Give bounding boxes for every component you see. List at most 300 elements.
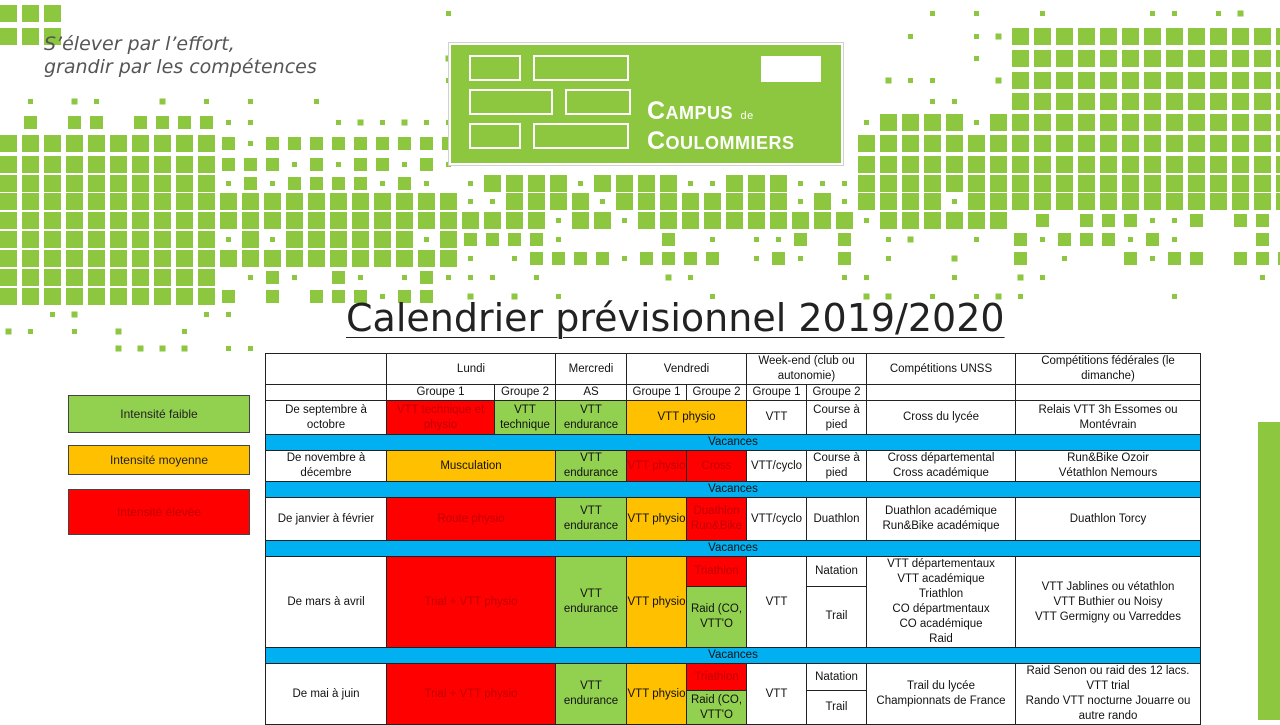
mosaic-square <box>132 288 149 305</box>
fed-cell: Relais VTT 3h Essomes ou Montévrain <box>1016 401 1201 435</box>
mosaic-dot <box>1128 237 1133 242</box>
header-federales: Compétitions fédérales (le dimanche) <box>1016 354 1201 385</box>
mosaic-square <box>550 175 567 192</box>
period-cell: De janvier à février <box>266 498 387 541</box>
subheader-lundi-groupe2: Groupe 2 <box>495 385 556 401</box>
mosaic-square <box>902 135 919 152</box>
mosaic-square <box>462 212 479 229</box>
mosaic-square <box>440 193 457 210</box>
mosaic-square <box>376 137 389 150</box>
mosaic-square <box>1254 50 1271 67</box>
mosaic-dot <box>776 237 781 242</box>
mosaic-dot <box>490 199 495 204</box>
mosaic-square <box>1166 175 1183 192</box>
mosaic-square <box>44 288 61 305</box>
mosaic-square <box>242 231 259 248</box>
mosaic-square <box>1122 156 1139 173</box>
mosaic-square <box>1100 175 1117 192</box>
header-unss: Compétitions UNSS <box>867 354 1016 385</box>
mosaic-square <box>880 175 897 192</box>
mosaic-square <box>22 212 39 229</box>
activity-cell: Cross <box>687 451 747 482</box>
mosaic-square <box>24 116 37 129</box>
mosaic-square <box>616 193 633 210</box>
mosaic-square <box>222 137 235 150</box>
mosaic-square <box>66 193 83 210</box>
mosaic-square <box>264 193 281 210</box>
mosaic-dot <box>864 275 869 280</box>
mosaic-square <box>310 290 323 303</box>
mosaic-square <box>88 250 105 267</box>
header-weekend: Week-end (club ou autonomie) <box>747 354 867 385</box>
mosaic-square <box>176 288 193 305</box>
mosaic-dot <box>1150 256 1155 261</box>
mosaic-square <box>330 250 347 267</box>
mosaic-square <box>266 158 279 171</box>
fed-line: VTT Buthier ou Noisy <box>1053 595 1163 608</box>
mosaic-square <box>1012 156 1029 173</box>
mosaic-square <box>132 250 149 267</box>
unss-line: Championnats de France <box>876 695 1006 707</box>
mosaic-square <box>418 250 435 267</box>
mosaic-square <box>200 116 213 129</box>
mosaic-square <box>1058 233 1071 246</box>
mosaic-square <box>660 175 677 192</box>
mosaic-square <box>662 233 675 246</box>
mosaic-square <box>68 116 81 129</box>
mosaic-square <box>1100 135 1117 152</box>
mosaic-square <box>1210 175 1227 192</box>
mosaic-square <box>22 175 39 192</box>
mosaic-dot <box>1062 256 1067 261</box>
mosaic-square <box>1210 28 1227 45</box>
mosaic-square <box>1122 93 1139 110</box>
mosaic-square <box>1166 156 1183 173</box>
mosaic-square <box>0 288 17 305</box>
mosaic-square <box>66 156 83 173</box>
mosaic-square <box>1166 28 1183 45</box>
mosaic-square <box>1254 175 1271 192</box>
activity-cell: Raid (CO, VTT'O <box>687 691 747 725</box>
mosaic-square <box>1078 193 1095 210</box>
mosaic-square <box>352 193 369 210</box>
mosaic-square <box>1078 135 1095 152</box>
logo-brick <box>469 89 553 115</box>
mosaic-square <box>88 193 105 210</box>
mosaic-square <box>572 212 589 229</box>
header-empty <box>266 354 387 385</box>
mosaic-square <box>990 212 1007 229</box>
mosaic-square <box>308 193 325 210</box>
mosaic-square <box>880 114 897 131</box>
mosaic-dot <box>380 181 385 186</box>
mosaic-square <box>1232 193 1249 210</box>
calendar-table <box>265 353 1201 725</box>
mosaic-square <box>1034 156 1051 173</box>
mosaic-dot <box>974 56 979 61</box>
fed-line: Run&Bike Ozoir <box>1067 452 1149 464</box>
mosaic-square <box>44 231 61 248</box>
mosaic-square <box>1122 193 1139 210</box>
mosaic-dot <box>798 181 803 186</box>
activity-cell: VTT/cyclo <box>747 498 807 541</box>
mosaic-square <box>22 193 39 210</box>
mosaic-square <box>638 175 655 192</box>
activity-cell: Natation <box>807 557 867 587</box>
mosaic-square <box>530 233 543 246</box>
mosaic-square <box>358 120 364 126</box>
mosaic-square <box>990 135 1007 152</box>
mosaic-square <box>308 250 325 267</box>
activity-cell: VTT endurance <box>556 451 627 482</box>
subheader-vendredi-groupe2: Groupe 2 <box>687 385 747 401</box>
mosaic-dot <box>974 34 979 39</box>
mosaic-square <box>220 212 237 229</box>
mosaic-square <box>264 212 281 229</box>
mosaic-square <box>990 175 1007 192</box>
mosaic-square <box>770 193 787 210</box>
mosaic-square <box>902 175 919 192</box>
logo-brick <box>533 123 629 149</box>
mosaic-dot <box>380 120 385 125</box>
motto <box>44 33 317 79</box>
mosaic-square <box>1144 175 1161 192</box>
unss-cell <box>867 451 1016 482</box>
mosaic-square <box>22 250 39 267</box>
motto-line-2: grandir par les compétences <box>44 56 317 78</box>
period-cell: De mai à juin <box>266 664 387 725</box>
mosaic-dot <box>556 237 561 242</box>
mosaic-square <box>88 288 105 305</box>
activity-cell: Duathlon <box>807 498 867 541</box>
mosaic-square <box>1188 193 1205 210</box>
mosaic-square <box>44 156 61 173</box>
mosaic-square <box>1234 214 1247 227</box>
mosaic-dot <box>798 199 803 204</box>
mosaic-square <box>772 252 785 265</box>
mosaic-square <box>0 5 17 22</box>
logo-brick <box>469 55 521 81</box>
mosaic-square <box>1122 72 1139 89</box>
mosaic-square <box>1124 252 1137 265</box>
mosaic-dot <box>710 237 715 242</box>
mosaic-square <box>1078 72 1095 89</box>
mosaic-square <box>684 252 697 265</box>
mosaic-square <box>1124 214 1137 227</box>
mosaic-square <box>924 175 941 192</box>
mosaic-square <box>1100 93 1117 110</box>
mosaic-square <box>792 212 809 229</box>
mosaic-square <box>1144 135 1161 152</box>
mosaic-square <box>440 231 457 248</box>
mosaic-square <box>726 193 743 210</box>
mosaic-dot <box>798 256 803 261</box>
fed-cell <box>1016 664 1201 725</box>
mosaic-square <box>374 231 391 248</box>
unss-line: Cross départemental <box>887 452 995 464</box>
mosaic-square <box>1014 252 1027 265</box>
mosaic-square <box>1018 275 1024 281</box>
mosaic-square <box>398 177 411 190</box>
mosaic-square <box>154 288 171 305</box>
mosaic-dot <box>1040 237 1045 242</box>
mosaic-dot <box>468 199 473 204</box>
mosaic-dot <box>490 275 495 280</box>
subheader-mercredi-as: AS <box>556 385 627 401</box>
mosaic-square <box>330 231 347 248</box>
mosaic-square <box>286 250 303 267</box>
mosaic-dot <box>226 312 231 317</box>
mosaic-square <box>154 250 171 267</box>
mosaic-dot <box>952 99 957 104</box>
mosaic-dot <box>600 199 605 204</box>
mosaic-square <box>1100 193 1117 210</box>
mosaic-square <box>0 28 17 45</box>
mosaic-square <box>176 175 193 192</box>
mosaic-square <box>1122 175 1139 192</box>
mosaic-square <box>1188 28 1205 45</box>
mosaic-square <box>154 269 171 286</box>
mosaic-square <box>1188 114 1205 131</box>
mosaic-square <box>160 346 166 352</box>
mosaic-dot <box>468 256 473 261</box>
activity-cell: Musculation <box>387 451 556 482</box>
mosaic-square <box>1122 28 1139 45</box>
unss-line: CO départmentaux <box>892 603 990 615</box>
mosaic-square <box>418 193 435 210</box>
fed-line: VTT trial <box>1086 680 1130 692</box>
mosaic-square <box>640 252 653 265</box>
mosaic-square <box>440 212 457 229</box>
motto-line-1: S’élever par l’effort, <box>44 33 235 55</box>
mosaic-square <box>178 116 191 129</box>
mosaic-square <box>1166 93 1183 110</box>
mosaic-square <box>952 256 958 262</box>
mosaic-square <box>814 212 831 229</box>
vacances-row: Vacances <box>266 541 1201 557</box>
mosaic-square <box>660 212 677 229</box>
mosaic-square <box>594 175 611 192</box>
mosaic-square <box>154 175 171 192</box>
mosaic-square <box>22 5 39 22</box>
mosaic-square <box>1012 135 1029 152</box>
unss-cell <box>867 664 1016 725</box>
mosaic-square <box>376 158 389 171</box>
mosaic-dot <box>50 312 55 317</box>
mosaic-square <box>286 193 303 210</box>
mosaic-square <box>0 212 17 229</box>
mosaic-dot <box>1018 294 1023 299</box>
mosaic-square <box>486 233 499 246</box>
mosaic-square <box>1232 28 1249 45</box>
mosaic-square <box>310 177 323 190</box>
mosaic-square <box>1056 114 1073 131</box>
mosaic-square <box>1210 135 1227 152</box>
mosaic-square <box>1166 114 1183 131</box>
mosaic-square <box>286 212 303 229</box>
mosaic-square <box>332 271 345 284</box>
mosaic-square <box>132 175 149 192</box>
campus-logo <box>449 43 843 165</box>
legend-high-intensity: Intensité élevée <box>68 489 250 535</box>
mosaic-dot <box>1172 11 1177 16</box>
mosaic-square <box>132 231 149 248</box>
unss-line: CO académique <box>899 618 983 630</box>
mosaic-square <box>924 156 941 173</box>
mosaic-square <box>1232 50 1249 67</box>
mosaic-square <box>374 193 391 210</box>
mosaic-square <box>1276 156 1280 173</box>
mosaic-square <box>0 269 17 286</box>
mosaic-square <box>1168 252 1181 265</box>
mosaic-square <box>1276 50 1280 67</box>
mosaic-square <box>398 137 411 150</box>
mosaic-square <box>374 250 391 267</box>
mosaic-square <box>1210 193 1227 210</box>
mosaic-square <box>1122 135 1139 152</box>
period-cell: De mars à avril <box>266 557 387 648</box>
mosaic-square <box>924 193 941 210</box>
mosaic-square <box>110 135 127 152</box>
mosaic-square <box>242 212 259 229</box>
mosaic-dot <box>908 34 913 39</box>
mosaic-square <box>638 193 655 210</box>
mosaic-square <box>770 175 787 192</box>
mosaic-square <box>244 177 257 190</box>
unss-line: Run&Bike académique <box>882 520 1000 532</box>
mosaic-square <box>1056 156 1073 173</box>
mosaic-dot <box>248 346 253 351</box>
mosaic-dot <box>1172 237 1177 242</box>
mosaic-square <box>1056 28 1073 45</box>
mosaic-square <box>1166 193 1183 210</box>
mosaic-square <box>44 175 61 192</box>
mosaic-square <box>66 212 83 229</box>
mosaic-square <box>1122 50 1139 67</box>
mosaic-dot <box>710 181 715 186</box>
mosaic-square <box>1144 28 1161 45</box>
mosaic-square <box>420 137 433 150</box>
activity-cell: VTT physio <box>627 664 687 725</box>
mosaic-square <box>996 34 1002 40</box>
unss-cell <box>867 498 1016 541</box>
activity-cell: VTT endurance <box>556 498 627 541</box>
mosaic-square <box>264 250 281 267</box>
mosaic-dot <box>886 237 891 242</box>
mosaic-square <box>682 193 699 210</box>
mosaic-square <box>1276 72 1280 89</box>
mosaic-square <box>0 156 17 173</box>
logo-brick <box>469 123 521 149</box>
mosaic-square <box>222 158 235 171</box>
unss-line: Trail du lycée <box>907 680 975 692</box>
mosaic-square <box>266 137 279 150</box>
mosaic-square <box>1166 72 1183 89</box>
mosaic-dot <box>226 120 231 125</box>
mosaic-square <box>1276 135 1280 152</box>
mosaic-square <box>1254 114 1271 131</box>
mosaic-square <box>132 156 149 173</box>
mosaic-square <box>1276 93 1280 110</box>
mosaic-dot <box>270 181 275 186</box>
page-title: Calendrier prévisionnel 2019/2020 <box>346 296 1005 340</box>
mosaic-dot <box>930 99 935 104</box>
mosaic-square <box>44 193 61 210</box>
period-cell: De novembre à décembre <box>266 451 387 482</box>
mosaic-square <box>440 250 457 267</box>
mosaic-square <box>1210 156 1227 173</box>
mosaic-square <box>1080 214 1093 227</box>
mosaic-square <box>132 212 149 229</box>
mosaic-square <box>354 158 367 171</box>
activity-cell: VTT <box>747 664 807 725</box>
mosaic-square <box>1100 156 1117 173</box>
mosaic-square <box>0 193 17 210</box>
mosaic-square <box>572 193 589 210</box>
mosaic-square <box>220 193 237 210</box>
mosaic-square <box>182 346 188 352</box>
mosaic-square <box>396 231 413 248</box>
mosaic-square <box>72 312 78 318</box>
mosaic-square <box>704 193 721 210</box>
mosaic-square <box>1078 156 1095 173</box>
mosaic-square <box>1254 135 1271 152</box>
mosaic-square <box>968 156 985 173</box>
mosaic-square <box>880 156 897 173</box>
mosaic-square <box>110 288 127 305</box>
mosaic-square <box>1078 114 1095 131</box>
subheader-empty <box>266 385 387 401</box>
mosaic-square <box>154 193 171 210</box>
mosaic-square <box>110 175 127 192</box>
mosaic-square <box>110 156 127 173</box>
mosaic-square <box>1232 72 1249 89</box>
mosaic-square <box>946 135 963 152</box>
activity-cell: Duathlon Run&Bike <box>687 498 747 541</box>
mosaic-square <box>1188 72 1205 89</box>
mosaic-square <box>528 193 545 210</box>
activity-cell: Route physio <box>387 498 556 541</box>
mosaic-square <box>1080 233 1093 246</box>
mosaic-square <box>1144 50 1161 67</box>
activity-cell: VTT physio <box>627 401 747 435</box>
logo-brick <box>761 56 821 82</box>
mosaic-square <box>924 212 941 229</box>
fed-cell <box>1016 557 1201 648</box>
unss-line: Duathlon académique <box>885 505 997 517</box>
mosaic-square <box>1034 93 1051 110</box>
mosaic-dot <box>886 256 891 261</box>
mosaic-square <box>402 120 408 126</box>
mosaic-dot <box>336 162 341 167</box>
mosaic-square <box>1078 50 1095 67</box>
mosaic-square <box>66 231 83 248</box>
mosaic-square <box>770 212 787 229</box>
mosaic-square <box>134 116 147 129</box>
mosaic-square <box>1256 252 1269 265</box>
unss-line: Raid <box>929 633 953 645</box>
mosaic-dot <box>1150 11 1155 16</box>
fed-line: VTT Jablines ou vétathlon <box>1041 580 1175 593</box>
mosaic-dot <box>94 99 99 104</box>
activity-cell: Trial + VTT physio <box>387 664 556 725</box>
mosaic-square <box>1078 28 1095 45</box>
mosaic-square <box>242 193 259 210</box>
mosaic-square <box>154 135 171 152</box>
mosaic-square <box>946 212 963 229</box>
mosaic-square <box>968 135 985 152</box>
mosaic-dot <box>842 181 847 186</box>
